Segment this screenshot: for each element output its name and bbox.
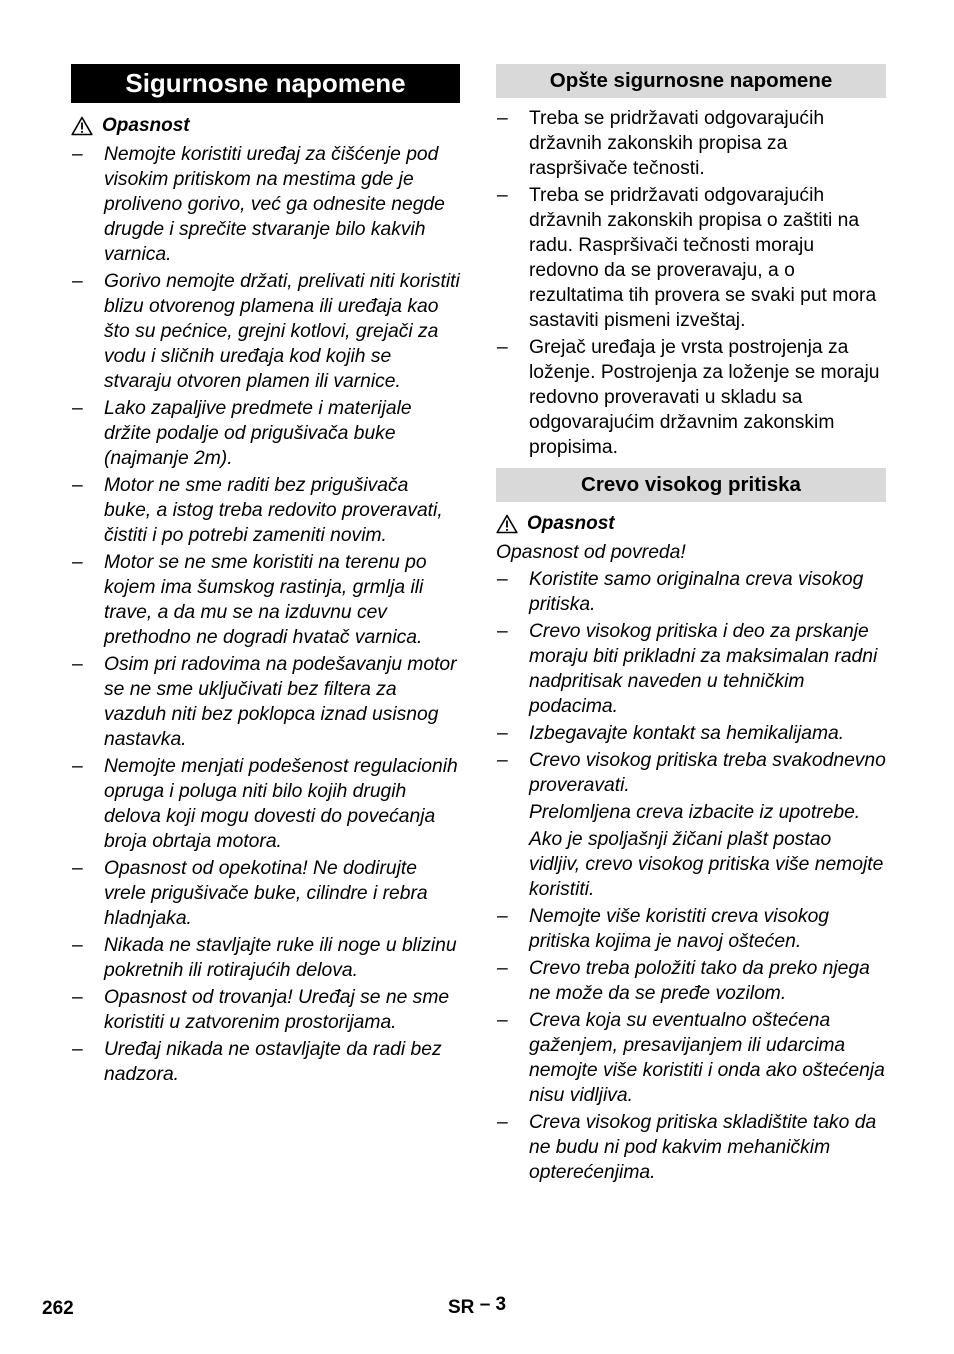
hose-list — [496, 567, 886, 1185]
warning-label — [496, 511, 886, 536]
right-column — [496, 64, 886, 1187]
list-item: – Uređaj nikada ne ostavljajte da radi bez nadzora. — [72, 1039, 442, 1085]
section-heading-hose: Crevo visokog pritiska — [496, 468, 886, 502]
left-column — [71, 64, 460, 1089]
list-item: – Crevo visokog pritiska i deo za prskanje moraju biti prikladni za maksimalan radni nadpritisak naveden u tehničkim podacima. — [497, 621, 878, 717]
list-item: – Motor ne sme raditi bez prigušivača buke, a istog treba redovito proveravati, čistiti i po potrebi zameniti novim. — [72, 475, 443, 546]
list-item: – Crevo treba položiti tako da preko njega ne može da se pređe vozilom. — [497, 958, 870, 1004]
warning-triangle-icon — [71, 116, 93, 136]
list-item: – Motor se ne sme koristiti na terenu po kojem ima šumskog rastinja, grmlja ili trave, a da mu se na izduvnu cev prethodno ne dogradi hvatač varnica. — [72, 552, 427, 648]
warning-text: Opasnost — [102, 115, 190, 136]
language-code: SR — [448, 1297, 475, 1318]
list-item: – Koristite samo originalna creva visokog pritiska. — [497, 569, 864, 615]
section-heading-safety: Sigurnosne napomene — [71, 64, 460, 103]
list-item-continuation: Prelomljena creva izbacite iz upotrebe. — [529, 802, 861, 823]
section-heading-general: Opšte sigurnosne napomene — [496, 64, 886, 98]
list-item: – Nikada ne stavljajte ruke ili noge u blizinu pokretnih ili rotirajućih delova. — [72, 935, 457, 981]
list-item: – Opasnost od opekotina! Ne dodirujte vrele prigušivače buke, cilindre i rebra hladnjaka. — [72, 858, 428, 929]
page-number: 262 — [42, 1298, 74, 1319]
list-item: – Nemojte koristiti uređaj za čišćenje pod visokim pritiskom na mestima gde je proliveno gorivo, već ga odnesite negde drugde i sprečite stvaranje bilo kakvih varnica. — [72, 144, 445, 265]
list-item: – Creva koja su eventualno oštećena gaženjem, presavijanjem ili udarcima nemojte više koristiti i onda ako oštećenja nisu vidljiva. — [497, 1010, 885, 1106]
list-item: – Nemojte više koristiti creva visokog pritiska kojima je navoj oštećen. — [497, 906, 830, 952]
list-item-continuation: Ako je spoljašnji žičani plašt postao vidljiv, crevo visokog pritiska više nemojte koristiti. — [529, 829, 884, 900]
list-item: – Osim pri radovima na podešavanju motor se ne sme uključivati bez filtera za vazduh niti bez poklopca iznad usisnog nastavka. — [72, 654, 457, 750]
list-item: – Opasnost od trovanja! Uređaj se ne sme koristiti u zatvorenim prostorijama. — [72, 987, 450, 1033]
section-page-indicator — [448, 1294, 507, 1319]
list-item: – Lako zapaljive predmete i materijale držite podalje od prigušivača buke (najmanje 2m). — [72, 398, 412, 469]
warning-triangle-icon — [496, 514, 518, 534]
list-item: – Creva visokog pritiska skladištite tako da ne budu ni pod kakvim mehaničkim opterećenjima. — [497, 1112, 877, 1183]
section-page: – 3 — [479, 1294, 507, 1315]
warning-text: Opasnost — [527, 513, 615, 534]
hose-intro: Opasnost od povreda! — [496, 542, 686, 563]
list-item: – Treba se pridržavati odgovarajućih državnih zakonskih propisa za raspršivače tečnosti. — [497, 108, 825, 179]
list-item: – Gorivo nemojte držati, prelivati niti koristiti blizu otvorenog plamena ili uređaja kao što su pećnice, grejni kotlovi, grejači za vodu i sličnih uređaja kod kojih se stvaraju otvoren plamen ili varnice. — [72, 271, 460, 392]
list-item: – Treba se pridržavati odgovarajućih državnih zakonskih propisa o zaštiti na radu. Raspršivači tečnosti moraju redovno da se proveravaju, a o rezultatima tih provera se svaki put mora sastaviti pismeni izveštaj. — [497, 185, 877, 331]
warning-label — [71, 113, 460, 138]
list-item: – Grejač uređaja je vrsta postrojenja za loženje. Postrojenja za loženje se moraju redovno proveravati u skladu sa odgovarajućim državnim zakonskim propisima. — [497, 337, 880, 458]
list-item: – Crevo visokog pritiska treba svakodnevno proveravati. Prelomljena creva izbacite iz upotrebe. Ako je spoljašnji žičani plašt postao vidljiv, crevo visokog pritiska više nemojte koristiti. — [497, 750, 886, 900]
left-danger-list — [71, 142, 460, 1087]
general-list — [496, 106, 886, 460]
list-item: – Nemojte menjati podešenost regulacionih opruga i poluga niti bilo kojih drugih delova koji mogu dovesti do povećanja broja obrtaja motora. — [72, 756, 458, 852]
list-item: – Izbegavajte kontakt sa hemikalijama. — [497, 723, 845, 744]
